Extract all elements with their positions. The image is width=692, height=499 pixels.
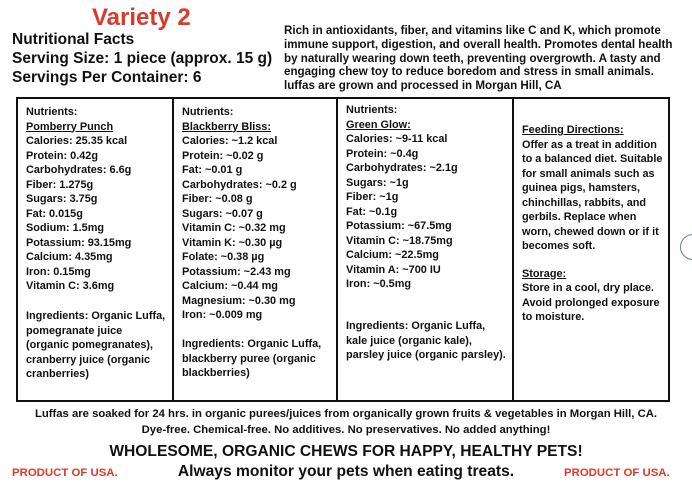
nutrient-line: Protein: ~0.4g [346,147,419,160]
soaked-note: Luffas are soaked for 24 hrs. in organic purees/juices from organically grown fruits & vegetables in Morgan Hill, CA. [34,408,658,420]
column-pomberry-punch [18,99,174,400]
nutrient-line: Vitamin C: ~18.75mg [346,234,453,247]
nutrient-line: Vitamin C: ~0.32 mg [182,222,286,234]
free-note: Dye-free. Chemical-free. No additives. No preservatives. No added anything! [141,424,551,436]
nutrient-line: Fiber: 1.275g [26,178,94,191]
nutrient-line: Fat: ~0.1g [346,205,398,218]
servings-per-container: Servings Per Container: 6 [12,69,202,86]
column-blackberry-bliss [174,99,338,400]
nutrients-table [16,97,670,402]
nutrient-line: Protein: ~0.02 g [182,149,264,162]
column-directions [514,99,668,400]
nutrient-line: Iron: 0.15mg [26,265,91,278]
ingredients: Ingredients: Organic Luffa, kale juice (organic kale), parsley juice (organic parsley). [346,320,506,361]
storage-heading: Storage: [522,267,567,280]
nutrients-heading: Nutrients: [26,106,78,118]
nutrient-line: Vitamin A: ~700 IU [346,263,441,276]
nutrient-line: Vitamin C: 3.6mg [26,280,115,292]
nutrient-line: Sodium: 1.5mg [26,222,105,234]
nutrient-line: Potassium: ~67.5mg [346,220,452,232]
nutrients-heading: Nutrients: [346,104,398,116]
storage-text: Store in a cool, dry place. Avoid prolonged exposure to moisture. [522,282,660,323]
product-description: Rich in antioxidants, fiber, and vitamins like C and K, which promote immune support, digestion, and overall health. Promotes dental health by naturally wearing down teeth, preventing overgrowth. A tasty and engaging chew toy to reduce boredom and stress in small animals. luffas are grown and processed in Morgan Hill, CA [284,24,673,93]
product-of-usa-right: PRODUCT OF USA. [564,467,670,479]
nutrient-line: Sugars: ~0.07 g [182,207,263,220]
column-green-glow [338,99,514,400]
ingredients: Ingredients: Organic Luffa, blackberry puree (organic blackberries) [182,338,322,379]
nutrient-line: Calcium: ~0.44 mg [182,280,278,292]
nutrient-line: Iron: ~0.009 mg [182,309,263,321]
nutrients-heading: Nutrients: [182,106,234,118]
product-of-usa-left: PRODUCT OF USA. [12,467,118,479]
nutrient-line: Magnesium: ~0.30 mg [182,294,296,307]
nutrient-line: Calories: 25.35 kcal [26,135,128,147]
nutrient-line: Fiber: ~1g [346,191,399,203]
ingredients: Ingredients: Organic Luffa, pomegranate juice (organic pomegranates), cranberry juice (organic cranberries) [26,310,166,380]
nutrition-facts-header [12,30,272,87]
nutrient-line: Calories: ~9-11 kcal [346,133,448,145]
nutrient-line: Calories: ~1.2 kcal [182,135,278,147]
slogan: WHOLESOME, ORGANIC CHEWS FOR HAPPY, HEALTHY PETS! [109,443,583,460]
nutrient-line: Protein: 0.42g [26,149,99,162]
nutrient-line: Vitamin K: ~0.30 µg [182,236,283,249]
nutrient-line: Carbohydrates: ~0.2 g [182,178,297,191]
nutrient-line: Carbohydrates: 6.6g [26,164,132,176]
flavor-name: Green Glow: [346,118,411,131]
nutrient-line: Iron: ~0.5mg [346,278,412,290]
nutrient-line: Fiber: ~0.08 g [182,193,253,205]
nutrient-line: Calcium: 4.35mg [26,251,113,263]
flavor-name: Blackberry Bliss: [182,120,271,133]
flavor-name: Pomberry Punch [26,120,114,133]
nutrient-line: Fat: ~0.01 g [182,164,243,176]
nutrient-line: Sugars: 3.75g [26,193,98,205]
nutrient-line: Folate: ~0.38 µg [182,251,265,263]
nutrient-line: Carbohydrates: ~2.1g [346,162,458,174]
nutrient-line: Calcium: ~22.5mg [346,249,439,261]
nutrient-line: Sugars: ~1g [346,176,409,189]
feeding-heading: Feeding Directions: [522,124,624,136]
label-title: Variety 2 [92,4,191,31]
nutrient-line: Potassium: 93.15mg [26,236,132,249]
serving-size: Serving Size: 1 piece (approx. 15 g) [12,50,273,67]
feeding-text: Offer as a treat in addition to a balanced diet. Suitable for small animals such as guinea pigs, hamsters, chinchillas, rabbits, and gerbils. Replace when worn, chewed down or if it becomes soft. [522,138,663,252]
facts-heading: Nutritional Facts [12,31,135,48]
nutrient-line: Fat: 0.015g [26,207,83,220]
monitor-note: Always monitor your pets when eating treats. [177,463,515,480]
next-arrow-icon[interactable] [680,234,692,260]
nutrient-line: Potassium: ~2.43 mg [182,265,291,278]
